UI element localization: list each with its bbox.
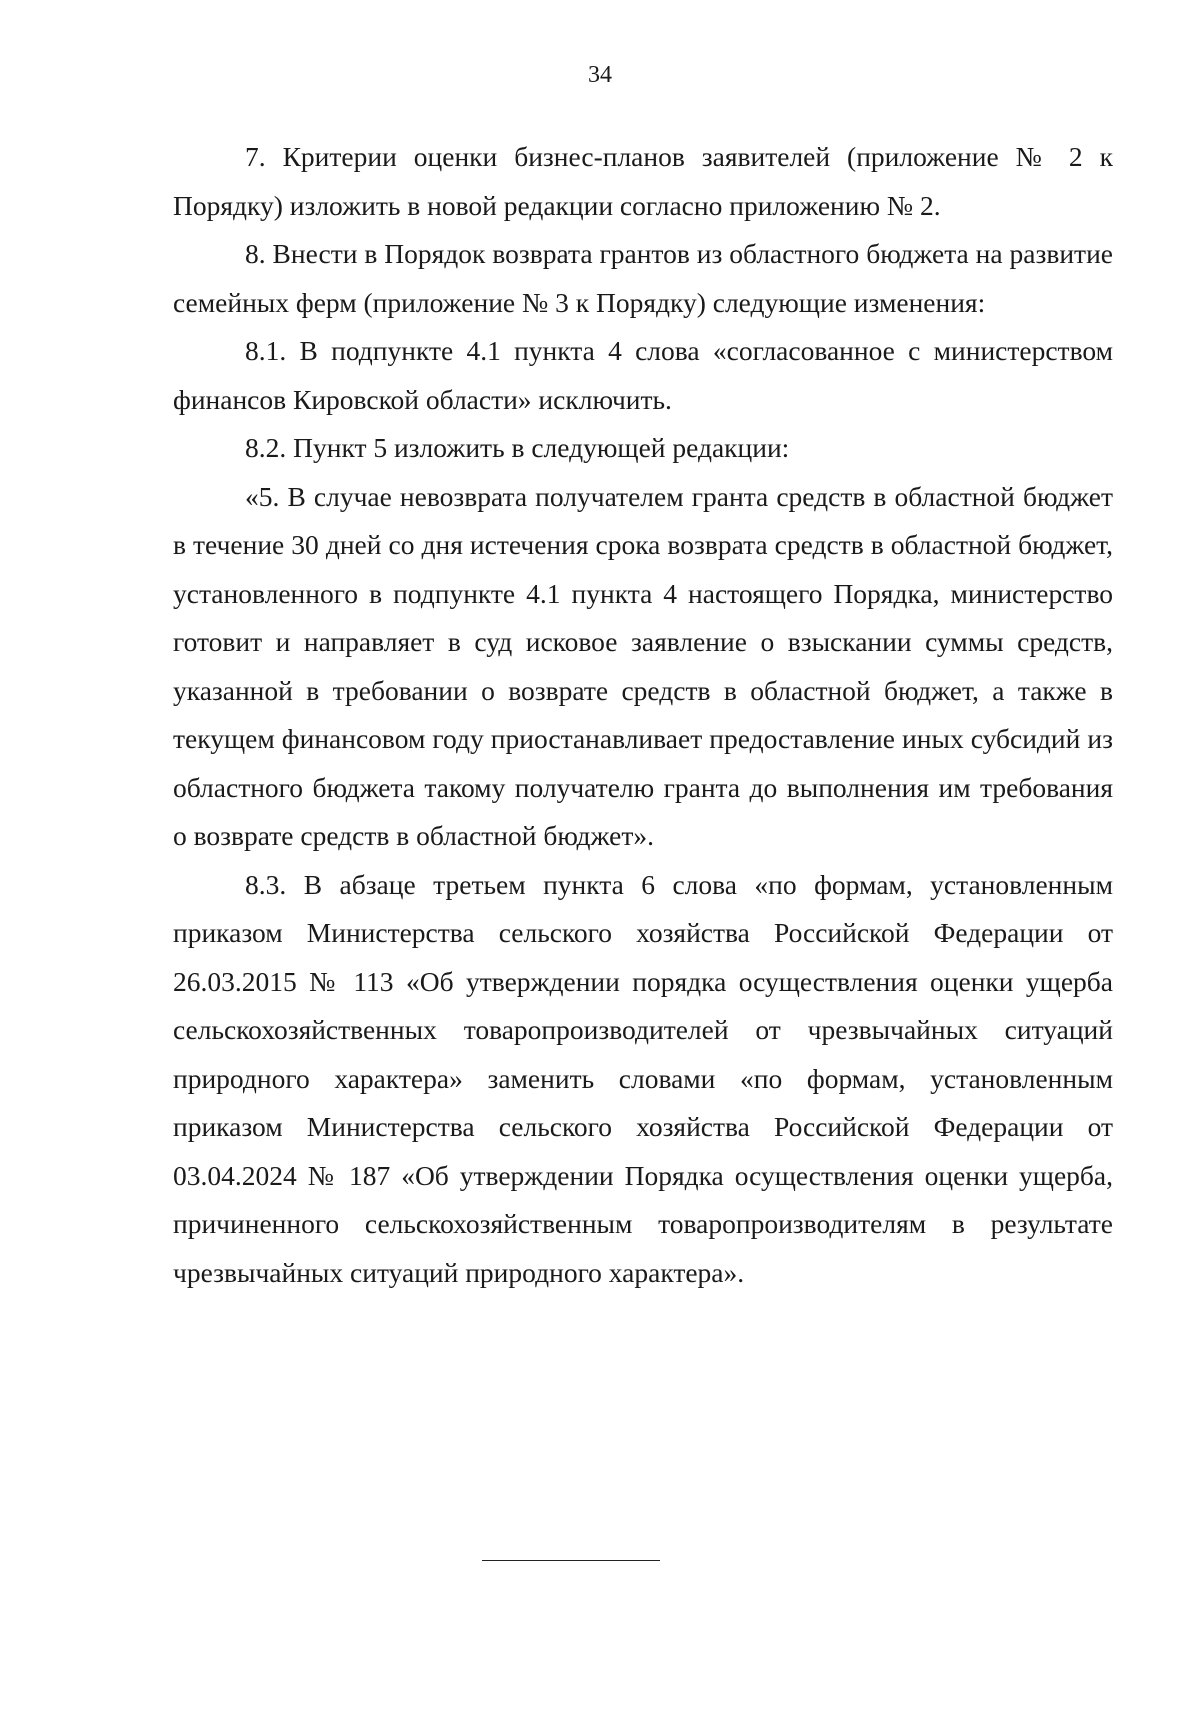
paragraph-8-2: 8.2. Пункт 5 изложить в следующей редакции:: [245, 432, 790, 463]
paragraph-8: 8. Внести в Порядок возврата грантов из областного бюджета на развитие семейных ферм (приложение № 3 к Порядку) следующие изменения:: [173, 238, 1113, 318]
paragraph-8-1: 8.1. В подпункте 4.1 пункта 4 слова «согласованное с министерством финансов Кировской области» исключить.: [173, 335, 1113, 415]
paragraph-8-3: 8.3. В абзаце третьем пункта 6 слова «по формам, установленным приказом Министерства сельского хозяйства Российской Федерации от 26.03.2015 № 113 «Об утверждении порядка осуществления оценки ущерба сельскохозяйственных товаропроизводителей от чрезвычайных ситуаций природного характера» заменить словами «по формам, установленным приказом Министерства сельского хозяйства Российской Федерации от 03.04.2024 № 187 «Об утверждении Порядка осуществления оценки ущерба, причиненного сельскохозяйственным товаропроизводителям в результате чрезвычайных ситуаций природного характера».: [173, 868, 1113, 1288]
paragraph-7: 7. Критерии оценки бизнес-планов заявителей (приложение № 2 к Порядку) изложить в новой редакции согласно приложению № 2.: [173, 141, 1113, 221]
end-divider-line: [482, 1560, 660, 1561]
paragraph-quoted-item-5: «5. В случае невозврата получателем гранта средств в областной бюджет в течение 30 дней со дня истечения срока возврата средств в областной бюджет, установленного в подпункте 4.1 пункта 4 настоящего Порядка, министерство готовит и направляет в суд исковое заявление о взыскании суммы средств, указанной в требовании о возврате средств в областной бюджет, а также в текущем финансовом году приостанавливает предоставление иных субсидий из областного бюджета такому получателю гранта до выполнения им требования о возврате средств в областной бюджет».: [173, 480, 1113, 851]
page-number: 34: [588, 62, 612, 88]
document-body: [173, 133, 1113, 1297]
